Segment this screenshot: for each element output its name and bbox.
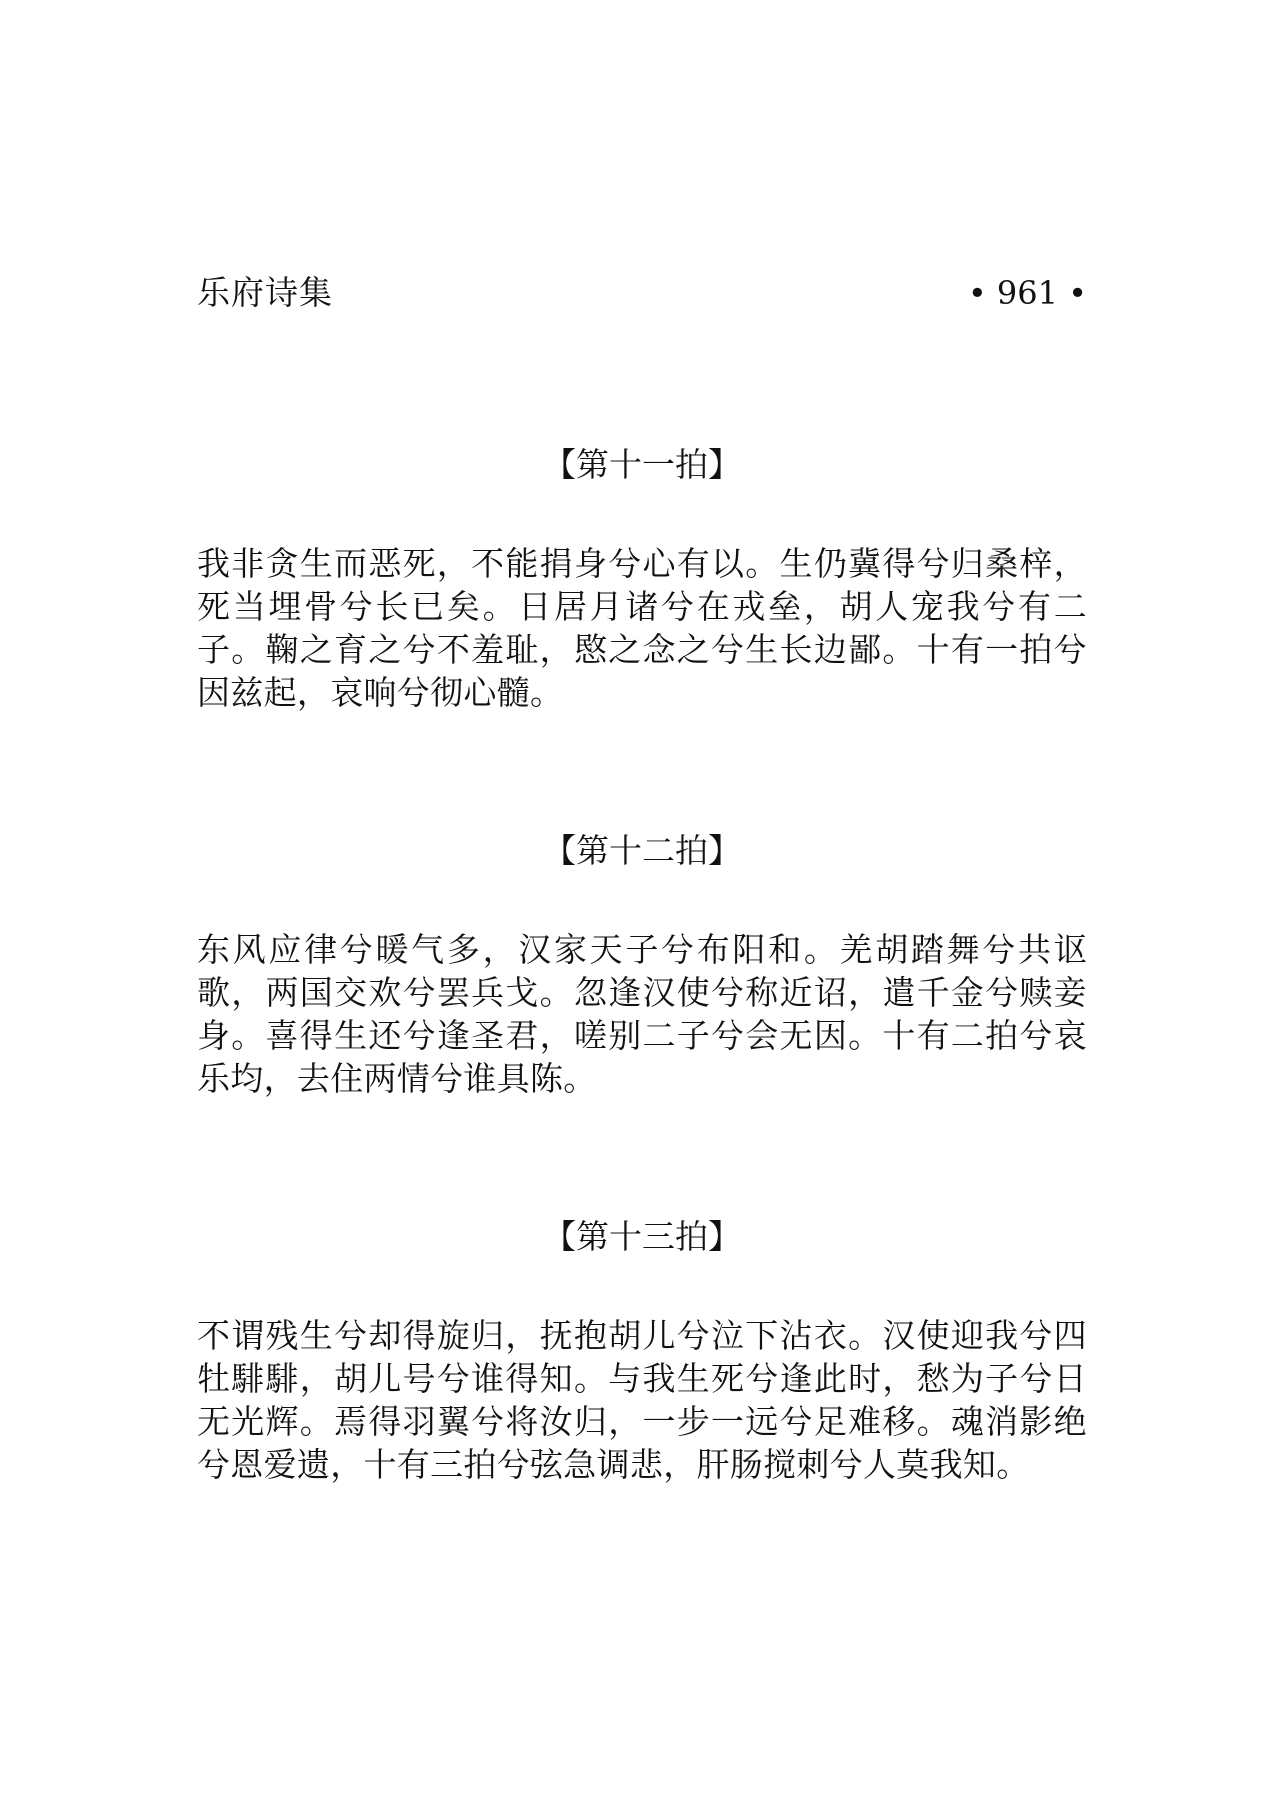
section-twelfth-beat: [197, 826, 1087, 1100]
section-text: 我非贪生而恶死，不能捐身兮心有以。生仍冀得兮归桑梓，死当埋骨兮长已矣。日居月诸兮在戎垒，胡人宠我兮有二子。鞠之育之兮不羞耻，愍之念之兮生长边鄙。十有一拍兮因兹起，哀响兮彻心髓。: [197, 544, 1087, 712]
page-header: [197, 268, 1087, 318]
section-title: 【第十一拍】: [543, 445, 741, 484]
section-title: 【第十二拍】: [543, 831, 741, 870]
section-text: 不谓残生兮却得旋归，抚抱胡儿兮泣下沾衣。汉使迎我兮四牡騑騑，胡儿号兮谁得知。与我生死兮逢此时，愁为子兮日无光辉。焉得羽翼兮将汝归，一步一远兮足难移。魂消影绝兮恩爱遗，十有三拍兮弦急调悲，肝肠搅刺兮人莫我知。: [197, 1316, 1087, 1484]
page-number: • 961 •: [967, 274, 1087, 312]
section-title: 【第十三拍】: [543, 1217, 741, 1256]
section-eleventh-beat: [197, 440, 1087, 714]
book-title: 乐府诗集: [197, 273, 333, 312]
section-thirteenth-beat: [197, 1212, 1087, 1486]
section-text: 东风应律兮暖气多，汉家天子兮布阳和。羌胡踏舞兮共讴歌，两国交欢兮罢兵戈。忽逢汉使兮称近诏，遣千金兮赎妾身。喜得生还兮逢圣君，嗟别二子兮会无因。十有二拍兮哀乐均，去住两情兮谁具陈。: [197, 930, 1087, 1098]
